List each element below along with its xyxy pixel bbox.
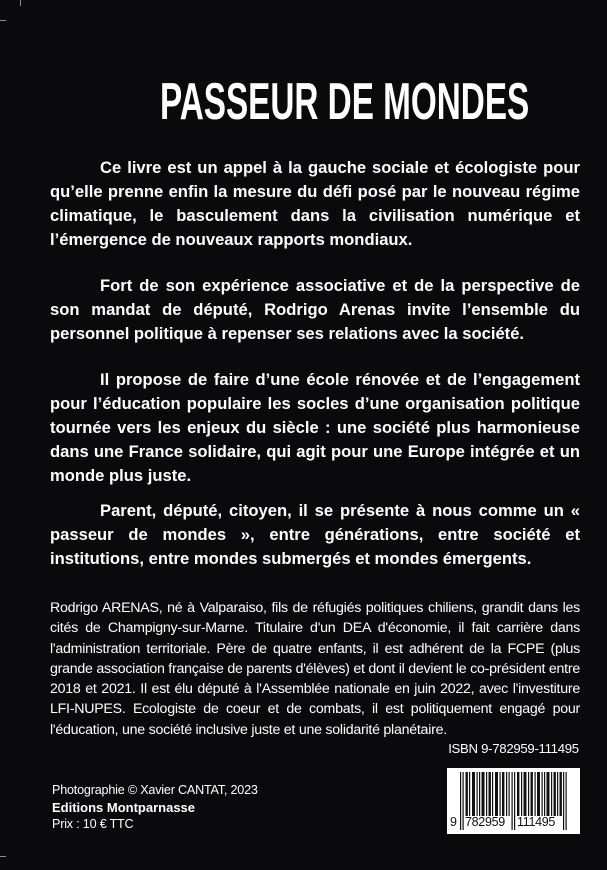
- isbn-barcode: [447, 768, 580, 834]
- synopsis-paragraph: Fort de son expérience associative et de la perspective de son mandat de député, Rodrigo Arenas invite l’ensemble du personnel politique à repenser ses relations avec la société.: [50, 276, 580, 343]
- synopsis-paragraph: Ce livre est un appel à la gauche sociale et écologiste pour qu’elle prenne enfin la mesure du défi posé par le nouveau régime climatique, le basculement dans la civilisation numérique et l’émergence de nouveaux rapports mondiaux.: [50, 158, 580, 249]
- synopsis-paragraph: Parent, député, citoyen, il se présente à nous comme un « passeur de mondes », entre générations, entre société et institutions, entre mondes submergés et mondes émergents.: [50, 501, 580, 568]
- crop-mark-top-left-h: [0, 20, 6, 21]
- crop-mark-top-left-v: [20, 0, 21, 6]
- isbn-label: ISBN 9-782959-111495: [448, 741, 579, 756]
- barcode-first-digit: 9: [450, 815, 457, 829]
- synopsis-paragraph: Il propose de faire d’une école rénovée et de l’engagement pour l’éducation populaire les socles d’une organisation politique tournée vers les enjeux du siècle : une société plus harmonieuse dans une France solidaire, qui agit pour une Europe intégrée et un monde plus juste.: [50, 370, 580, 485]
- barcode-right-digits: 111495: [517, 815, 556, 829]
- price: Prix : 10 € TTC: [52, 817, 134, 831]
- credits-block: [52, 782, 258, 833]
- crop-mark-bottom-left-h: [0, 856, 6, 857]
- barcode-left-digits: 782959: [465, 815, 505, 829]
- author-bio: Rodrigo ARENAS, né à Valparaiso, fils de réfugiés politiques chiliens, grandit dans les cités de Champigny-sur-Marne. Titulaire d'un DEA d'économie, il fait carrière dans l'administration territoriale. Père de quatre enfants, il est adhérent de la FCPE (plus grande association française de parents d'élèves) et dont il devient le co-président entre 2018 et 2021. Il est élu député à l'Assemblée nationale en juin 2022, avec l'investiture LFI-NUPES. Ecologiste de coeur et de combats, il est politiquement engagé pour l'éducation, une société inclusive juste et une solidarité planétaire.: [50, 600, 580, 738]
- book-title: PASSEUR DE MONDES: [160, 73, 530, 131]
- publisher-name: Editions Montparnasse: [52, 800, 196, 815]
- synopsis: [50, 156, 580, 593]
- photo-credit: Photographie © Xavier CANTAT, 2023: [52, 783, 258, 797]
